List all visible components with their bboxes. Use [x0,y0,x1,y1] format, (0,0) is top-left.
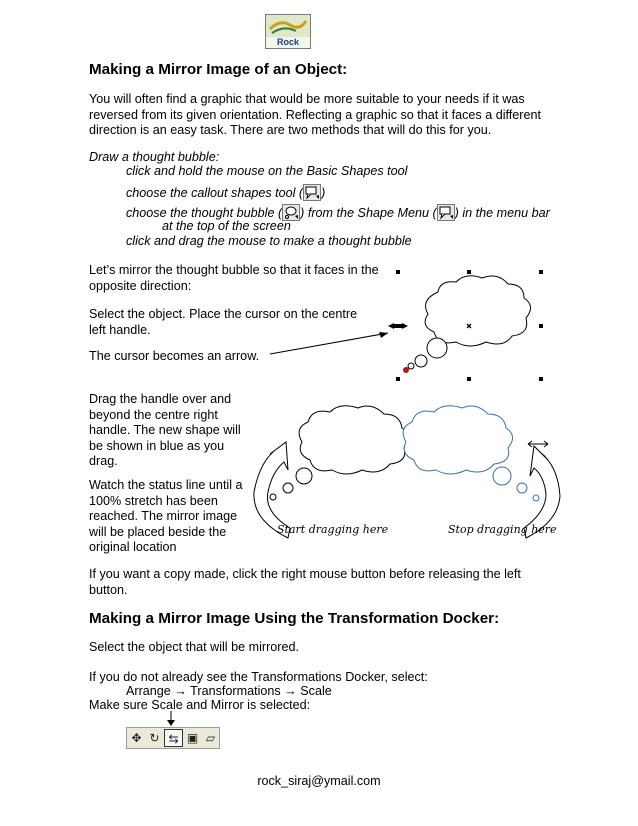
start-dragging-label: Start dragging here [277,523,389,536]
status-line: will be placed beside the [89,524,227,539]
callout-shapes-icon [303,184,321,201]
stop-dragging-label: Stop dragging here [448,523,557,536]
status-line: original location [89,540,177,554]
docker-text: If you do not already see the Transformations Docker, select: [89,670,428,684]
selected-thought-bubble [260,262,560,387]
cursor-note: The cursor becomes an arrow. [89,349,260,363]
bubble-dot-large [427,338,447,358]
bubble-dot-medium [415,355,427,367]
status-paragraph [89,478,243,556]
ensure-text: Make sure Scale and Mirror is selected: [89,698,311,712]
rock-logo [265,14,311,49]
mirror-line: opposite direction: [89,278,192,293]
node-marker [403,367,409,373]
intro-line: You will often find a graphic that would be more suitable to your needs if it was [89,92,525,106]
size-icon[interactable]: ▣ [186,731,199,745]
step-3-continued: at the top of the screen [162,219,291,233]
step-3-text: choose the thought bubble ( [126,206,283,220]
drag-paragraph [89,392,241,470]
drag-line: handle. The new shape will [89,423,241,437]
down-arrow-icon [166,711,176,727]
select-line: left handle. [89,322,151,337]
step-2 [126,184,325,201]
logo-text: Rock [276,37,299,47]
step-3-end: ) in the menu bar [454,206,550,220]
status-line: Watch the status line until a [89,478,243,492]
select-object-text: Select the object that will be mirrored. [89,640,299,654]
scale-mirror-icon[interactable]: ⇆ [164,729,183,747]
pointer-arrowhead [379,332,388,338]
drag-line: Drag the handle over and [89,392,232,406]
position-icon[interactable]: ✥ [131,731,142,745]
rotate-icon[interactable]: ↻ [149,731,160,745]
thought-bubble-shape [425,276,530,346]
step-3-mid: ) from the Shape Menu ( [300,206,437,220]
step-4: click and drag the mouse to make a thought bubble [126,234,412,248]
step-2-text: choose the callout shapes tool ( [126,186,304,200]
menu-path-text: Arrange → Transformations → Scale [126,684,332,698]
logo-graphic-icon [266,15,310,37]
resize-arrow-icon [528,441,548,447]
step-1: click and hold the mouse on the Basic Shapes tool [126,164,408,178]
drag-line: drag. [89,454,118,468]
pointer-line [270,333,388,354]
shape-menu-icon [437,204,455,221]
skew-icon[interactable]: ▱ [205,731,216,745]
copy-paragraph [89,567,521,598]
copy-line: button. [89,582,128,597]
mirrored-bubble-shape [403,406,512,474]
drag-line: be shown in blue as you [89,438,225,453]
intro-line: direction is an easy task. There are two methods that will do this for you. [89,123,492,137]
bubble-dot-small [408,363,414,369]
original-bubble-shape [299,406,408,474]
copy-line: If you want a copy made, click the right mouse button before releasing the left [89,567,521,581]
step-2-end: ) [321,186,326,200]
mirror-line: Let’s mirror the thought bubble so that it faces in the [89,263,379,277]
heading-transformation-docker: Making a Mirror Image Using the Transformation Docker: [89,610,500,627]
intro-paragraph [89,92,541,139]
steps-title: Draw a thought bubble: [89,150,220,164]
drag-line: beyond the centre right [89,407,218,422]
footer-email: rock_siraj@ymail.com [257,774,381,788]
select-line: Select the object. Place the cursor on the centre [89,307,358,321]
status-line: 100% stretch has been [89,493,218,508]
heading-mirror-image: Making a Mirror Image of an Object: [89,61,348,78]
transformations-toolbar [126,727,220,749]
status-line: reached. The mirror image [89,509,238,523]
intro-line: reversed from its given orientation. Reflecting a graphic so that it faces a different [89,107,541,122]
